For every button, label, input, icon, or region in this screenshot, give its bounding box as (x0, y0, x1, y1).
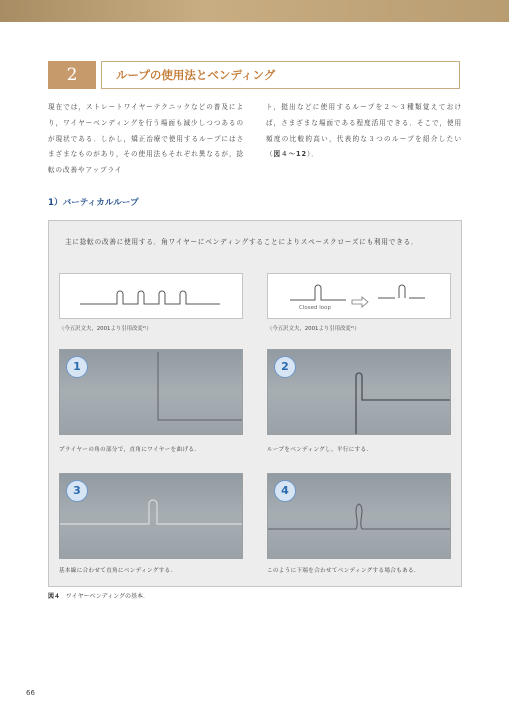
intro-col2-tail: ）． (306, 150, 319, 159)
vertical-loop-diagram (59, 273, 243, 319)
photo-2 (267, 349, 451, 435)
photo-3-caption: 基本線に合わせて直角にベンディングする． (59, 568, 177, 574)
diagram-left-citation: （今五沢文夫，2001より引用改変²⁾） (59, 326, 152, 332)
intro-paragraph-col2 (266, 100, 462, 163)
vertical-loop-drawing (60, 274, 242, 318)
figure-caption (48, 591, 149, 600)
photo-3 (59, 473, 243, 559)
closed-loop-label: Closed loop (299, 305, 331, 311)
closed-loop-diagram (267, 273, 451, 319)
diagram-right-citation: （今五沢文夫，2001より引用改変²⁾） (267, 326, 360, 332)
intro-col2-text: ト，挺出などに使用するループを２〜３種類覚えておけば，さまざまな場面である程度活用できる．そこで，使用頻度の比較的高い，代表的な３つのループを紹介したい（ (266, 103, 462, 159)
photo-4-caption: このように下端を合わせてベンディングする場合もある． (267, 568, 420, 574)
figure-reference: 図４〜12 (273, 150, 307, 159)
page-number: 66 (26, 689, 35, 697)
step-badge-2: 2 (274, 356, 296, 378)
section-title-frame (101, 61, 460, 89)
figure-label: 図４ (48, 593, 61, 600)
figure-panel (48, 220, 462, 587)
panel-description: 主に捻転の改善に使用する．角ワイヤーにベンディングすることによりスペースクローズにも利用できる． (65, 238, 419, 246)
section-header (48, 61, 460, 89)
photo-2-caption: ループをベンディングし，平行にする． (267, 447, 373, 453)
photo-4 (267, 473, 451, 559)
step-badge-3: 3 (66, 480, 88, 502)
section-title: ループの使用法とベンディング (116, 68, 276, 82)
section-number: 2 (48, 61, 96, 89)
closed-loop-drawing (268, 274, 450, 318)
intro-paragraph-col1: 現在では，ストレートワイヤーテクニックなどの普及により，ワイヤーベンディングを行う場面も減少しつつあるのが現状である．しかし，矯正治療で使用するループにはさまざまなものがあり，その使用法もそれぞれ異なるが，捻転の改善やアップライ (48, 103, 244, 175)
subsection-title: 1）バーティカルループ (48, 198, 139, 208)
step-badge-4: 4 (274, 480, 296, 502)
photo-1-caption: プライヤーの角の部分で，直角にワイヤーを曲げる． (59, 447, 201, 453)
photo-1 (59, 349, 243, 435)
step-badge-1: 1 (66, 356, 88, 378)
figure-caption-text: ワイヤーベンディングの基本． (65, 593, 149, 600)
top-decorative-band (0, 0, 509, 22)
